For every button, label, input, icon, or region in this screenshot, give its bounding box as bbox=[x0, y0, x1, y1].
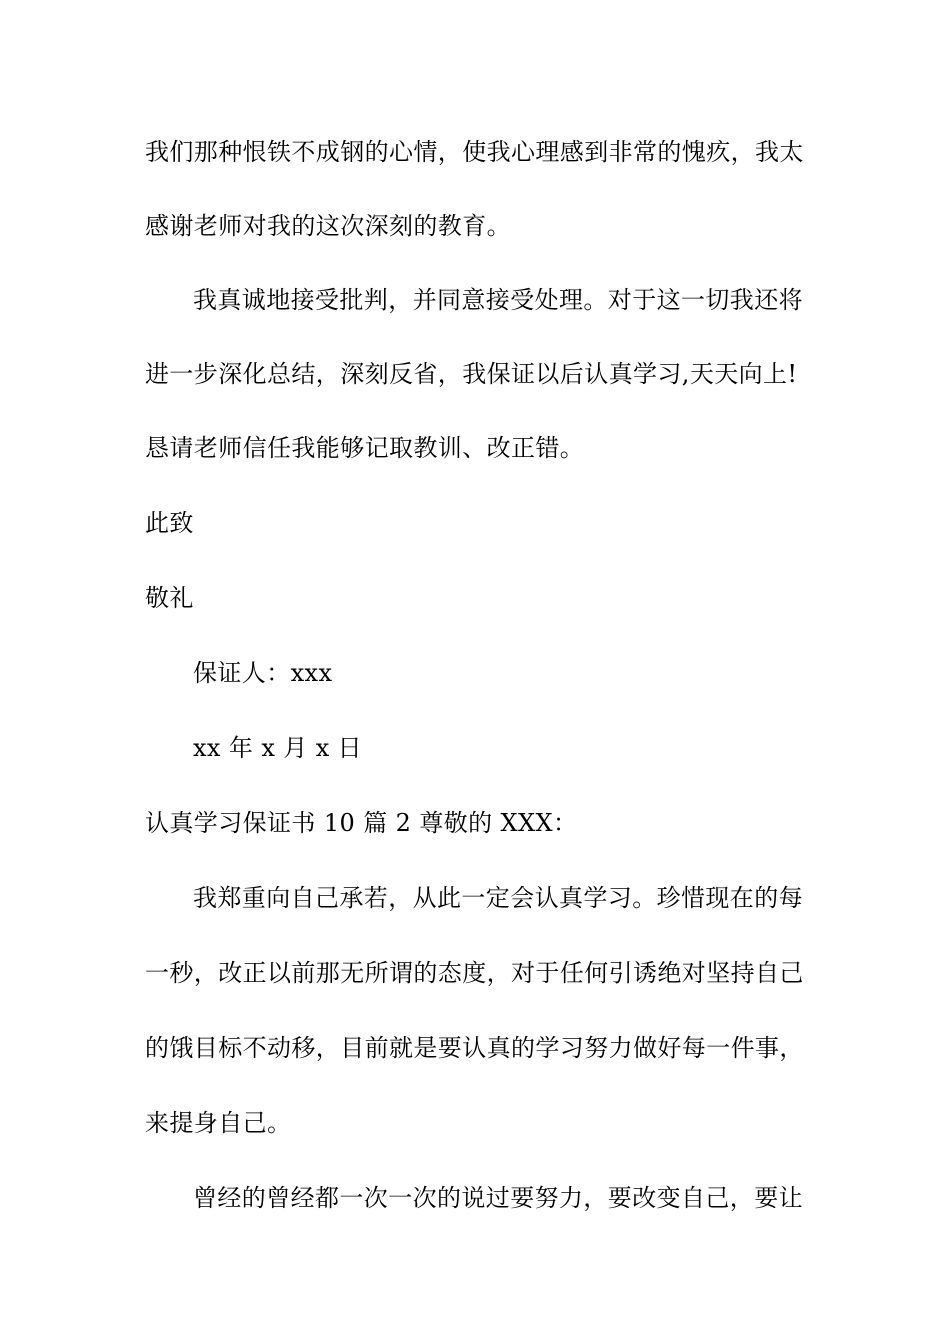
paragraph-line: 感谢老师对我的这次深刻的教育。 bbox=[145, 212, 511, 240]
section-heading: 认真学习保证书 10 篇 2 尊敬的 XXX： bbox=[145, 809, 578, 837]
paragraph-line: 曾经的曾经都一次一次的说过要努力，要改变自己，要让 bbox=[193, 1184, 803, 1212]
paragraph-line: 我郑重向自己承若，从此一定会认真学习。珍惜现在的每 bbox=[193, 884, 803, 912]
paragraph-line: 一秒，改正以前那无所谓的态度，对于任何引诱绝对坚持自己 bbox=[145, 959, 804, 987]
signature-date: xx 年 x 月 x 日 bbox=[193, 734, 363, 762]
closing-regards: 敬礼 bbox=[145, 584, 194, 612]
closing-salutation: 此致 bbox=[145, 509, 194, 537]
paragraph-line: 我们那种恨铁不成钢的心情，使我心理感到非常的愧疚，我太 bbox=[145, 138, 804, 166]
paragraph-line: 来提身自己。 bbox=[145, 1109, 292, 1137]
signature-guarantor: 保证人：xxx bbox=[193, 659, 333, 687]
paragraph-line: 恳请老师信任我能够记取教训、改正错。 bbox=[145, 434, 585, 462]
paragraph-line: 我真诚地接受批判，并同意接受处理。对于这一切我还将 bbox=[193, 286, 803, 314]
paragraph-line: 进一步深化总结，深刻反省，我保证以后认真学习,天天向上! bbox=[145, 360, 798, 388]
paragraph-line: 的饿目标不动移，目前就是要认真的学习努力做好每一件事， bbox=[145, 1034, 804, 1062]
